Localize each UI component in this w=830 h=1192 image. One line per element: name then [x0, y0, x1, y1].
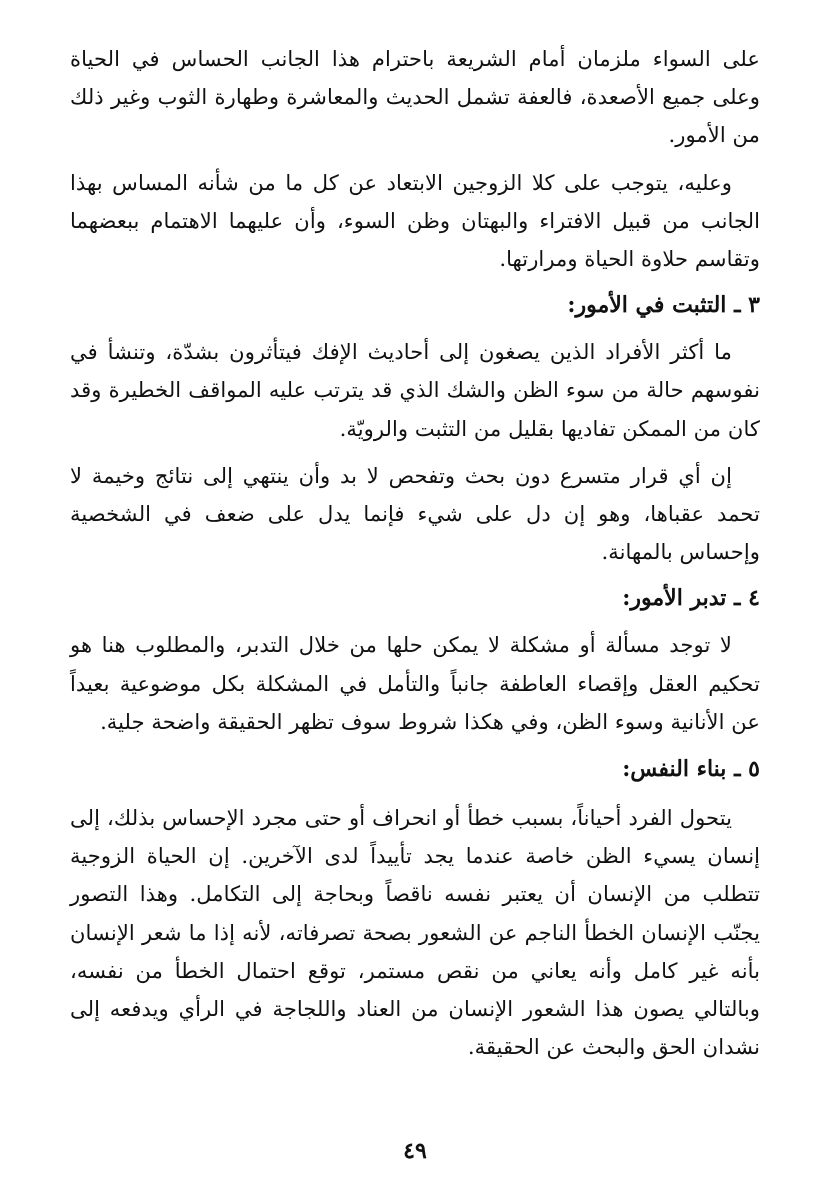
section-heading-deliberation: ٤ ـ تدبر الأمور: [622, 585, 760, 612]
section-heading-self-building: ٥ ـ بناء النفس: [622, 756, 760, 783]
paragraph-rumors: ما أكثر الأفراد الذين يصغون إلى أحاديث الإفك فيتأثرون بشدّة، وتنشأ في نفوسهم حالة من سوء الظن والشك الذي قد يترتب عليه المواقف الخطيرة وقد كان من الممكن تفاديها بقليل من التثبت والرويّة. [70, 339, 760, 441]
paragraph-chastity-continued: على السواء ملزمان أمام الشريعة باحترام هذا الجانب الحساس في الحياة وعلى جميع الأصعدة، فالعفة تشمل الحديث والمعاشرة وطهارة الثوب وغير ذلك من الأمور. [70, 46, 760, 148]
paragraph-hasty-decisions: إن أي قرار متسرع دون بحث وتفحص لا بد وأن ينتهي إلى نتائج وخيمة لا تحمد عقباها، وهو إن دل على شيء فإنما يدل على ضعف في الشخصية وإحساس بالمهانة. [70, 462, 760, 565]
page-number: ٤٩ [403, 1138, 427, 1164]
section-heading-verification: ٣ ـ التثبت في الأمور: [567, 292, 760, 319]
paragraph-self-improvement: يتحول الفرد أحياناً، بسبب خطأ أو انحراف أو حتى مجرد الإحساس بذلك، إلى إنسان يسيء الظن خاصة عندما يجد تأييداً لدى الآخرين. إن الحياة الزوجية تتطلب من الإنسان أن يعتبر نفسه ناقصاً وبحاجة إلى التكامل. وهذا التصور يجنّب الإنسان الخطأ الناجم عن الشعور بصحة تصرفاته، لأنه إذا ما شعر الإنسان بأنه غير كامل وأنه يعاني من نقص مستمر، توقع احتمال الخطأ من نفسه، وبالتالي يصون هذا الشعور الإنسان من العناد واللجاجة في الرأي ويدفعه إلى نشدان الحق والبحث عن الحقيقة. [70, 805, 760, 1060]
paragraph-spouses-duty: وعليه، يتوجب على كلا الزوجين الابتعاد عن كل ما من شأنه المساس بهذا الجانب من قبيل الافتراء والبهتان وظن السوء، وأن عليهما الاهتمام ببعضهما وتقاسم حلاوة الحياة ومرارتها. [70, 169, 760, 272]
paragraph-reason: لا توجد مسألة أو مشكلة لا يمكن حلها من خلال التدبر، والمطلوب هنا هو تحكيم العقل وإقصاء العاطفة جانباً والتأمل في المشكلة بكل موضوعية بعيداً عن الأنانية وسوء الظن، وفي هكذا شروط سوف تظهر الحقيقة واضحة جلية. [70, 632, 760, 734]
page-body [70, 40, 760, 1075]
